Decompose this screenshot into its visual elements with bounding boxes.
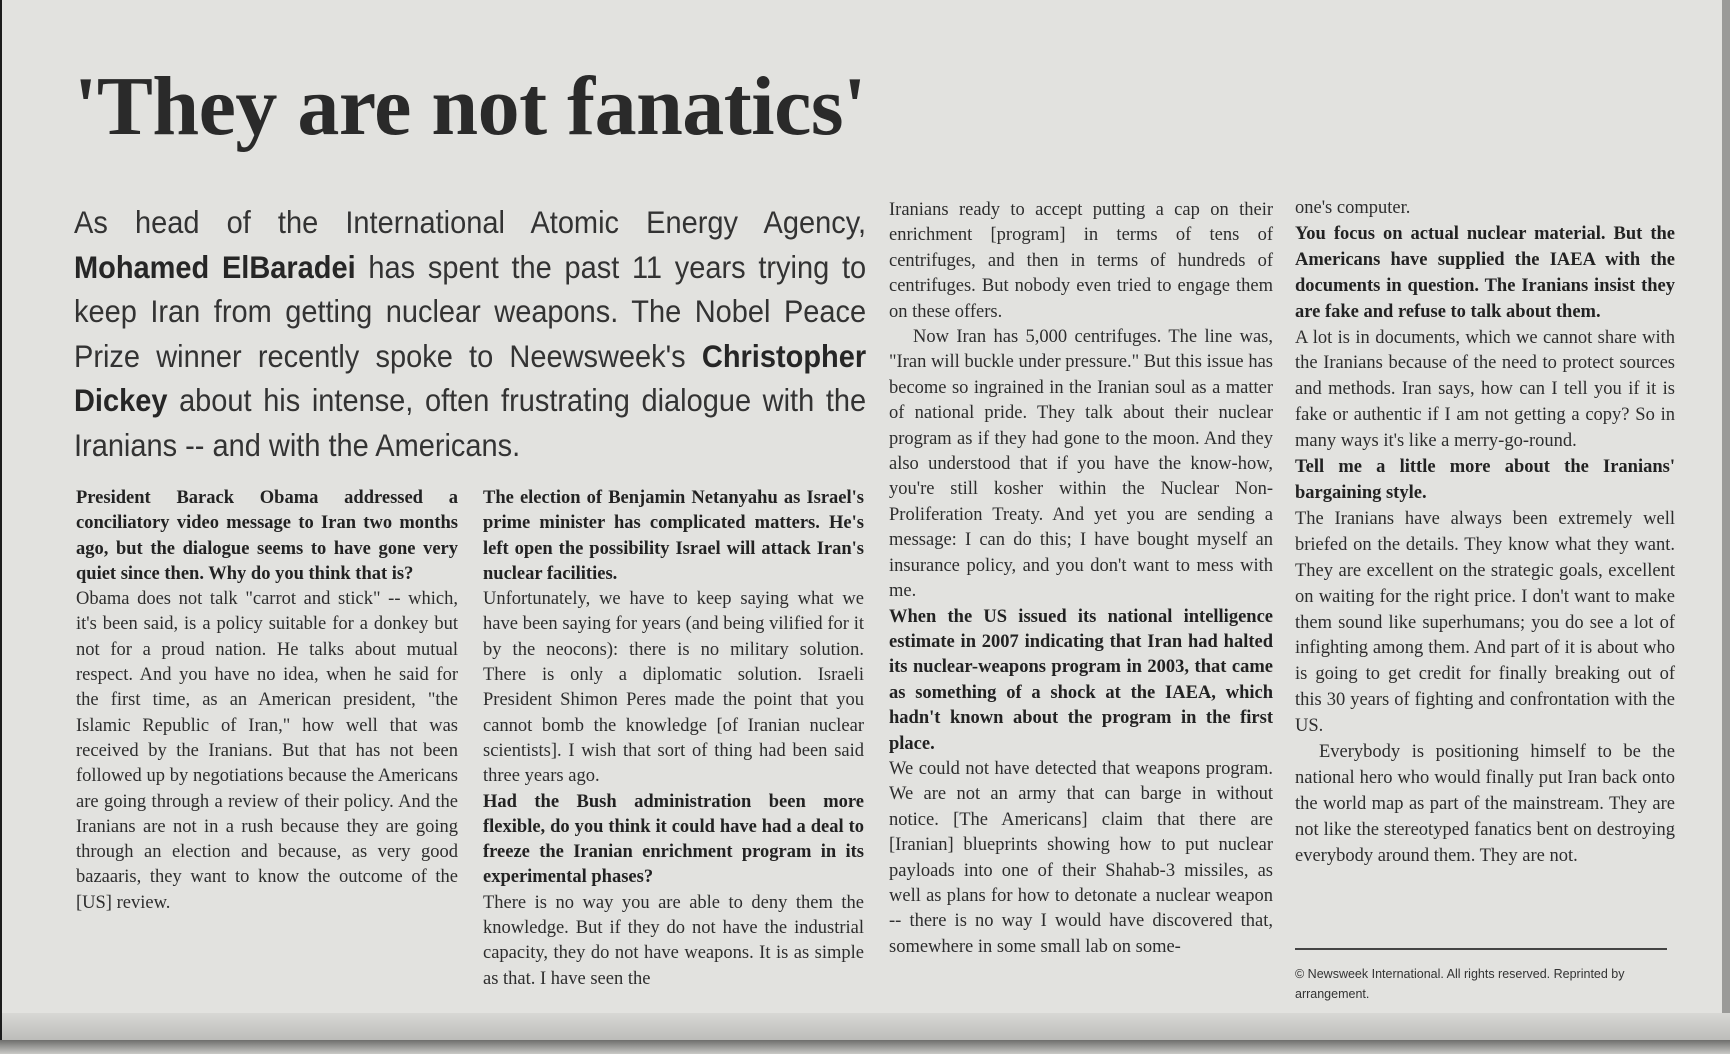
copyright-credit: © Newsweek International. All rights reserved. Reprinted by arrangement. — [1295, 967, 1625, 1001]
answer: We could not have detected that weapons program. We are not an army that can barge in without notice. [The Americans] claim that there are [Iranian] blueprints showing how to put nuclear payloads into one of their Shahab-3 missiles, as well as plans for how to detonate a nuclear weapon -- there is no way I would have discovered that, somewhere in some small lab on some- — [889, 758, 1273, 957]
answer: A lot is in documents, which we cannot share with the Iranians because of the need to protect sources and methods. Iran says, how can I tell you if it is fake or authentic if I am not getting a copy? So in many ways it's like a merry-go-round. — [1295, 327, 1675, 452]
column-4 — [1295, 196, 1675, 870]
answer: Unfortunately, we have to keep saying what we have been saying for years (and being vilified for it by the neocons): there is no military solution. There is only a diplomatic solution. Israeli President Shimon Peres made the point that you cannot bomb the knowledge [of Iranian nuclear scientists]. I wish that sort of thing had been said three years ago. — [483, 589, 864, 787]
standfirst-text-2: has spent the past 11 years trying to keep Iran from getting nuclear weapons. The Nobel Peace Prize winner recently spoke to Neewsweek's — [74, 248, 867, 374]
standfirst-text-1: As head of the International Atomic Energy Agency, — [74, 204, 867, 240]
answer-continued: Iranians ready to accept putting a cap on their enrichment [program] in terms of tens of centrifuges, and then in terms of hundreds of centrifuges. But nobody even tried to engage them on these offers. — [889, 200, 1273, 322]
column-1 — [76, 486, 458, 916]
standfirst-text-3: about his intense, often frustrating dialogue with the Iranians -- and with the Americans. — [74, 382, 867, 463]
interviewee-name: Mohamed ElBaradei — [74, 248, 356, 285]
question: When the US issued its national intelligence estimate in 2007 indicating that Iran had halted its nuclear-weapons program in 2003, that came as something of a shock at the IAEA, which hadn't known about the program in the first place. — [889, 606, 1273, 754]
credit-divider — [1295, 948, 1667, 950]
answer-continued: one's computer. — [1295, 198, 1411, 218]
answer: There is no way you are able to deny them the knowledge. But if they do not have the industrial capacity, they do not have weapons. It is as simple as that. I have seen the — [483, 892, 864, 989]
question: President Barack Obama addressed a conciliatory video message to Iran two months ago, but the dialogue seems to have gone very quiet since then. Why do you think that is? — [76, 488, 458, 584]
column-2 — [483, 486, 864, 992]
page-edge-shadow — [0, 1040, 1730, 1054]
question: You focus on actual nuclear material. But the Americans have supplied the IAEA with the documents in question. The Iranians insist they are fake and refuse to talk about them. — [1295, 223, 1675, 322]
answer: Obama does not talk "carrot and stick" -- which, it's been said, is a policy suitable for a donkey but not for a proud nation. He talks about mutual respect. And you have no idea, when he said for the first time, as an American president, "the Islamic Republic of Iran," how well that was received by the Iranians. But that has not been followed up by negotiations because the Americans are going through a review of their policy. And the Iranians are not in a rush because they are going through an election and because, as very good bazaaris, they want to know the outcome of the [US] review. — [76, 589, 458, 913]
standfirst — [74, 200, 866, 467]
page-fold-shadow — [2, 1013, 1730, 1040]
column-3 — [889, 198, 1273, 960]
question: Tell me a little more about the Iranians' bargaining style. — [1295, 457, 1675, 503]
answer: Now Iran has 5,000 centrifuges. The line was, "Iran will buckle under pressure." But this issue has become so ingrained in the Iranian soul as a matter of national pride. They talk about their nuclear program as if they had gone to the moon. And they also understood that if you have the know-how, you're still kosher within the Nuclear Non-Proliferation Treaty. And yet you are sending a message: I can do this; I have bought myself an insurance policy, and you don't want to mess with me. — [889, 327, 1273, 602]
question: Had the Bush administration been more flexible, do you think it could have had a deal to freeze the Iranian enrichment program in its experimental phases? — [483, 791, 864, 888]
headline: 'They are not fanatics' — [74, 60, 866, 153]
question: The election of Benjamin Netanyahu as Israel's prime minister has complicated matters. He's left open the possibility Israel will attack Iran's nuclear facilities. — [483, 488, 864, 584]
answer: Everybody is positioning himself to be the national hero who would finally put Iran back onto the world map as part of the mainstream. They are not like the stereotyped fanatics bent on destroying everybody around them. They are not. — [1295, 742, 1675, 866]
answer: The Iranians have always been extremely well briefed on the details. They know what they want. They are excellent on the strategic goals, excellent on waiting for the right price. I don't want to make them sound like superhumans; you do see a lot of infighting among them. And part of it is about who is going to get credit for finally breaking out of this 30 years of fighting and confrontation with the US. — [1295, 508, 1675, 737]
interviewer-name: Christopher Dickey — [74, 337, 867, 418]
